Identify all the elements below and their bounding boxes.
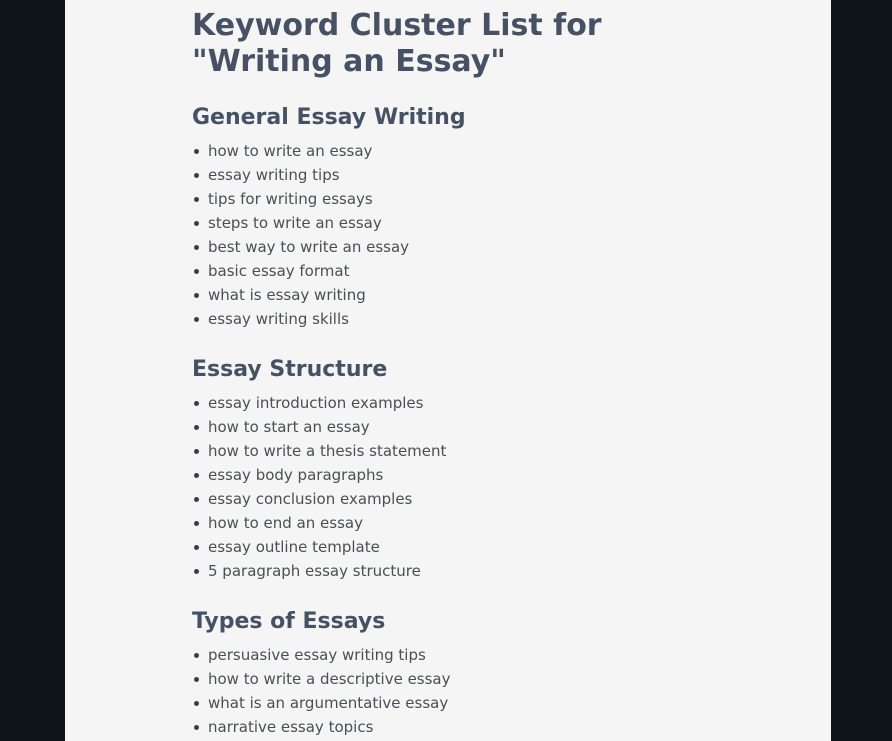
document-page — [65, 0, 831, 741]
list-item: how to end an essay — [208, 511, 446, 535]
list-item: essay writing tips — [208, 163, 466, 187]
section-heading: General Essay Writing — [192, 105, 466, 130]
list-item: how to write a thesis statement — [208, 439, 446, 463]
section-heading: Types of Essays — [192, 609, 386, 634]
list-item: how to write an essay — [208, 139, 466, 163]
list-item: how to start an essay — [208, 415, 446, 439]
section-heading: Essay Structure — [192, 357, 388, 382]
list-item: best way to write an essay — [208, 235, 466, 259]
list-item: persuasive essay writing tips — [208, 643, 451, 667]
page-title: Keyword Cluster List for "Writing an Essay" — [192, 8, 602, 79]
list-item: steps to write an essay — [208, 211, 466, 235]
list-item: tips for writing essays — [208, 187, 466, 211]
list-item: narrative essay topics — [208, 715, 451, 739]
keyword-list — [192, 643, 451, 739]
list-item: what is an argumentative essay — [208, 691, 451, 715]
keyword-list — [192, 391, 446, 583]
list-item: essay outline template — [208, 535, 446, 559]
list-item: basic essay format — [208, 259, 466, 283]
keyword-list — [192, 139, 466, 331]
list-item: essay body paragraphs — [208, 463, 446, 487]
list-item: 5 paragraph essay structure — [208, 559, 446, 583]
section-essay-structure — [192, 355, 446, 583]
list-item: essay introduction examples — [208, 391, 446, 415]
section-types-of-essays — [192, 607, 451, 739]
list-item: essay conclusion examples — [208, 487, 446, 511]
document-content — [192, 8, 712, 736]
section-general-essay-writing — [192, 103, 466, 331]
list-item: what is essay writing — [208, 283, 466, 307]
list-item: how to write a descriptive essay — [208, 667, 451, 691]
list-item: essay writing skills — [208, 307, 466, 331]
